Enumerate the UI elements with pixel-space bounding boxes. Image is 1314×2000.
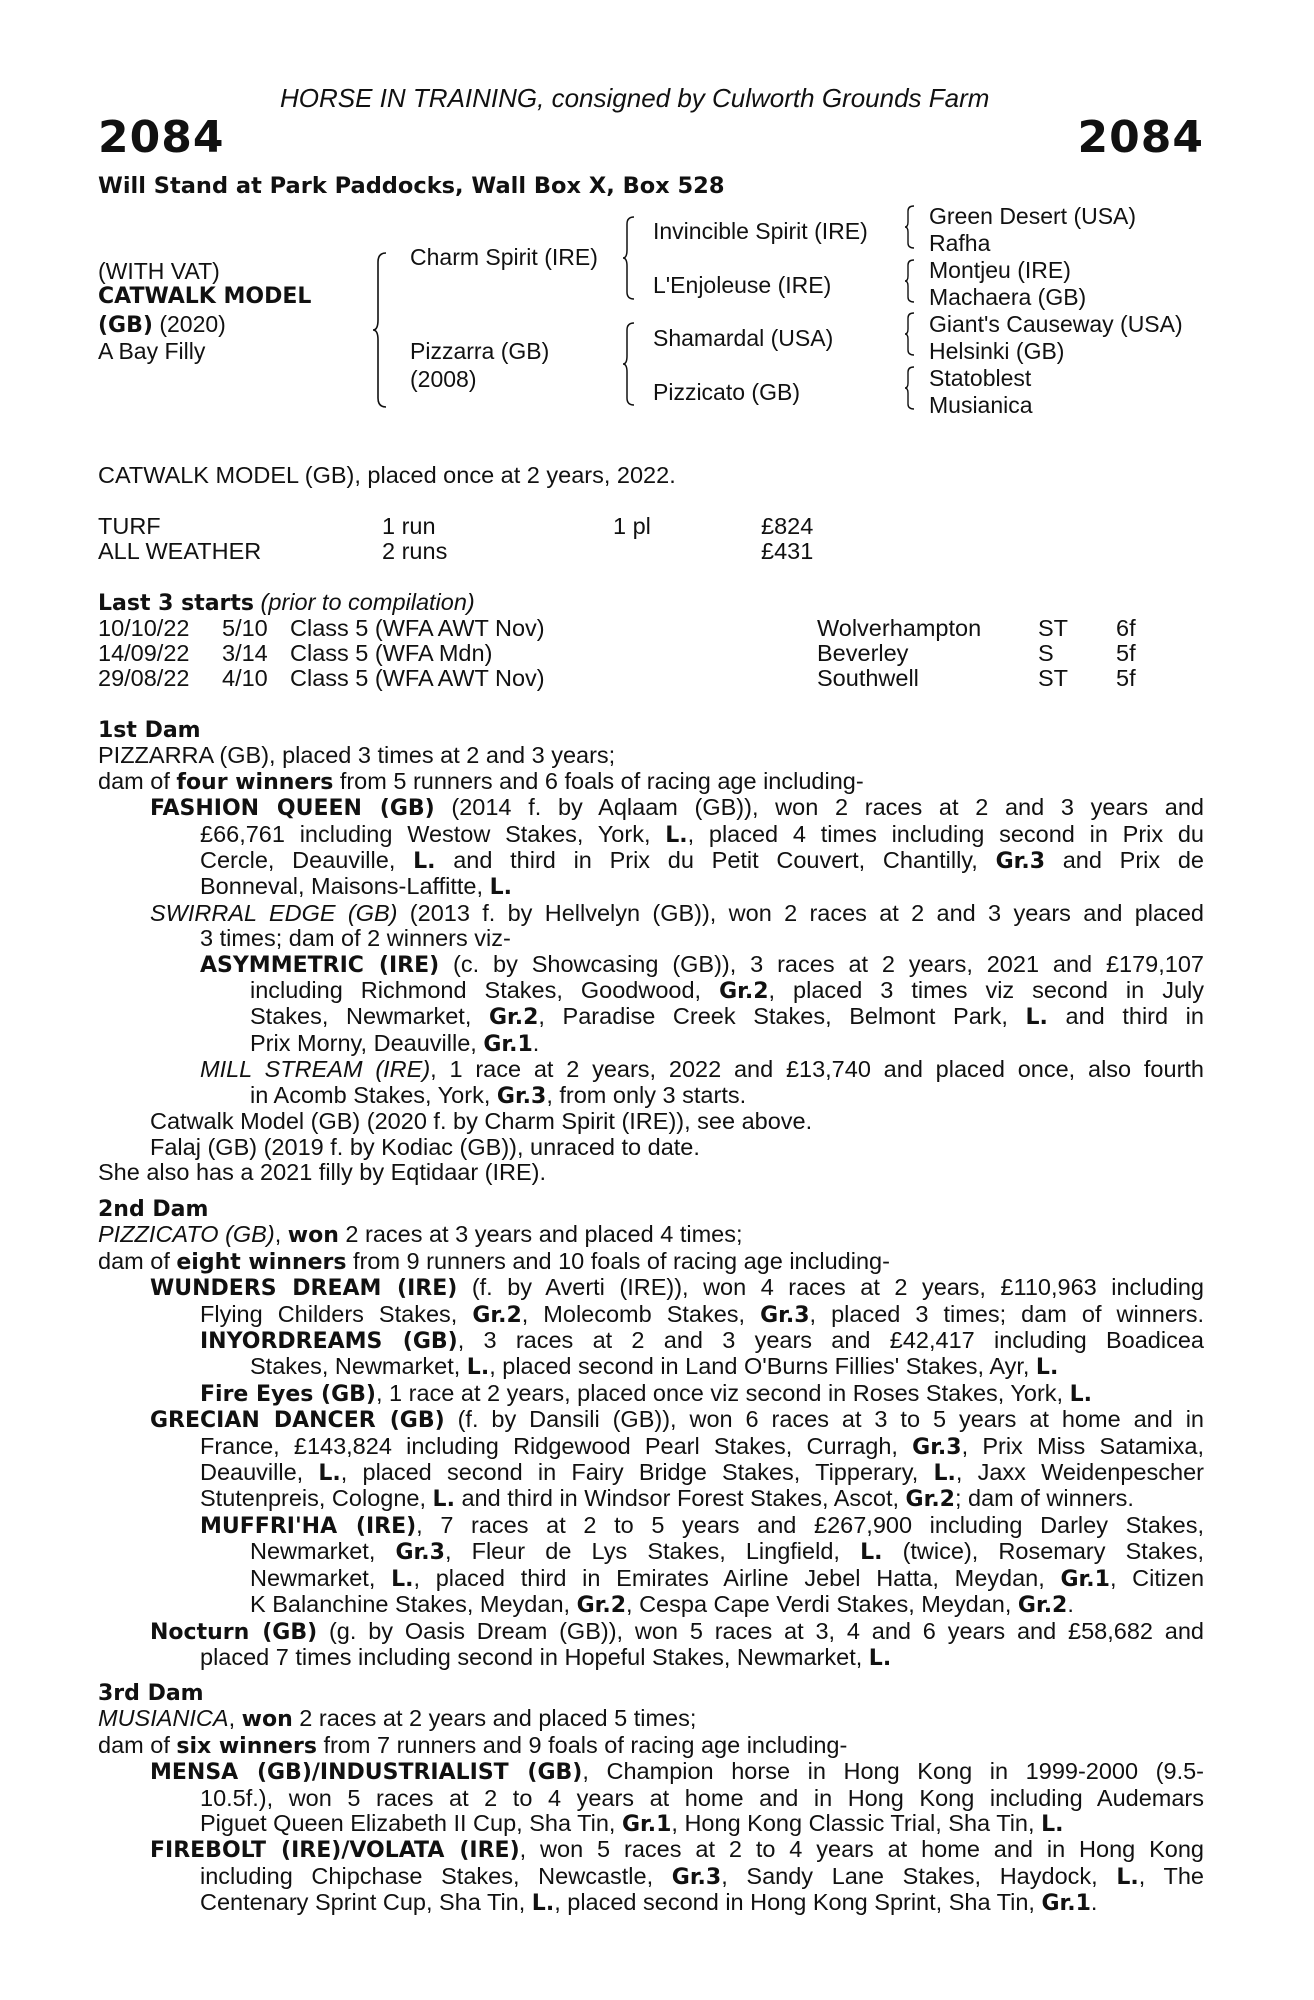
progeny-name: INYORDREAMS (GB) bbox=[200, 1329, 458, 1355]
first-dam-section bbox=[98, 717, 1204, 1185]
dam-year: (2008) bbox=[410, 366, 477, 392]
progeny-entry: MILL STREAM (IRE), 1 race at 2 years, 2022 and £13,740 and placed once, also fourth bbox=[200, 1056, 1204, 1083]
sale-subtitle: HORSE IN TRAINING, consigned by Culworth Grounds Farm bbox=[280, 83, 990, 113]
dam-line: PIZZARRA (GB), placed 3 times at 2 and 3 years; bbox=[98, 742, 616, 769]
dam-line: dam of six winners from 7 runners and 9 foals of racing age including- bbox=[98, 1731, 848, 1759]
progeny-line: Cercle, Deauville, L. and third in Prix du Petit Couvert, Chantilly, Gr.3 and Prix de bbox=[200, 847, 1204, 875]
progeny-name: GRECIAN DANCER (GB) bbox=[150, 1408, 445, 1434]
start-course: Southwell bbox=[817, 665, 919, 691]
g3-sdd: Machaera (GB) bbox=[929, 284, 1087, 310]
dam-sire: Shamardal (USA) bbox=[653, 325, 834, 351]
dam-line: MUSIANICA, won 2 races at 2 years and placed 5 times; bbox=[98, 1705, 697, 1733]
start-date: 29/08/22 bbox=[98, 665, 190, 691]
progeny-name: SWIRRAL EDGE (GB) bbox=[150, 899, 398, 926]
dam-line: PIZZICATO (GB), won 2 races at 3 years and placed 4 times; bbox=[98, 1221, 743, 1249]
progeny-entry: INYORDREAMS (GB), 3 races at 2 and 3 years and £42,417 including Boadicea bbox=[200, 1327, 1204, 1355]
pedigree-brace-sire bbox=[622, 216, 636, 300]
progeny-name: MUFFRI'HA (IRE) bbox=[200, 1513, 417, 1539]
vat-label: (WITH VAT) bbox=[98, 258, 220, 284]
progeny-line: including Richmond Stakes, Goodwood, Gr.2, placed 3 times viz second in July bbox=[250, 977, 1204, 1005]
progeny-entry: Catwalk Model (GB) (2020 f. by Charm Spirit (IRE)), see above. bbox=[150, 1108, 813, 1135]
dam-line: She also has a 2021 filly by Eqtidaar (IRE). bbox=[98, 1158, 547, 1185]
start-going: S bbox=[1038, 640, 1054, 666]
progeny-line: 3 times; dam of 2 winners viz- bbox=[200, 925, 511, 952]
start-distance: 5f bbox=[1116, 665, 1136, 691]
sire-sire: Invincible Spirit (IRE) bbox=[653, 218, 868, 244]
progeny-entry: FIREBOLT (IRE)/VOLATA (IRE), won 5 races at 2 to 4 years at home and in Hong Kong bbox=[150, 1836, 1204, 1864]
pedigree-brace-g3-3 bbox=[904, 312, 916, 356]
horse-country: (GB) bbox=[98, 313, 153, 338]
record-placed: 1 pl bbox=[613, 513, 651, 539]
progeny-line: £66,761 including Westow Stakes, York, L., placed 4 times including second in Prix du bbox=[200, 820, 1204, 848]
start-going: ST bbox=[1038, 615, 1069, 641]
progeny-line: France, £143,824 including Ridgewood Pearl Stakes, Curragh, Gr.3, Prix Miss Satamixa, bbox=[200, 1432, 1205, 1460]
progeny-entry: SWIRRAL EDGE (GB) (2013 f. by Hellvelyn (GB)), won 2 races at 2 and 3 years and placed bbox=[150, 899, 1204, 926]
g3-dds: Statoblest bbox=[929, 365, 1032, 391]
horse-year: (2020) bbox=[152, 311, 226, 337]
lot-number-left: 2084 bbox=[98, 112, 225, 163]
progeny-line: K Balanchine Stakes, Meydan, Gr.2, Cespa Cape Verdi Stakes, Meydan, Gr.2. bbox=[250, 1591, 1074, 1619]
start-date: 10/10/22 bbox=[98, 615, 190, 641]
progeny-name: ASYMMETRIC (IRE) bbox=[200, 952, 440, 978]
progeny-line: Stutenpreis, Cologne, L. and third in Windsor Forest Stakes, Ascot, Gr.2; dam of winners. bbox=[200, 1485, 1134, 1513]
dam: Pizzarra (GB) bbox=[410, 338, 550, 364]
dam-line: dam of eight winners from 9 runners and 10 foals of racing age including- bbox=[98, 1247, 890, 1275]
record-earnings: £824 bbox=[761, 513, 814, 539]
pedigree-brace-g3-4 bbox=[904, 366, 916, 410]
dam-dam: Pizzicato (GB) bbox=[653, 379, 800, 405]
progeny-line: Bonneval, Maisons-Laffitte, L. bbox=[200, 873, 512, 901]
second-dam-section bbox=[98, 1196, 1204, 1671]
progeny-name: Fire Eyes (GB) bbox=[200, 1381, 376, 1407]
progeny-entry: Nocturn (GB) (g. by Oasis Dream (GB)), won 5 races at 3, 4 and 6 years and £58,682 and bbox=[150, 1617, 1204, 1645]
start-distance: 6f bbox=[1116, 615, 1136, 641]
pedigree-brace-g3-1 bbox=[904, 205, 916, 249]
g3-sss: Green Desert (USA) bbox=[929, 203, 1137, 229]
progeny-name: Nocturn (GB) bbox=[150, 1619, 318, 1645]
progeny-name: FIREBOLT (IRE)/VOLATA (IRE) bbox=[150, 1838, 520, 1864]
section-heading: 2nd Dam bbox=[98, 1197, 209, 1222]
record-earnings: £431 bbox=[761, 538, 814, 564]
progeny-entry: Falaj (GB) (2019 f. by Kodiac (GB)), unraced to date. bbox=[150, 1133, 700, 1160]
horse-name: CATWALK MODEL bbox=[98, 284, 312, 309]
progeny-line: Prix Morny, Deauville, Gr.1. bbox=[250, 1029, 540, 1057]
progeny-line: Newmarket, L., placed third in Emirates Airline Jebel Hatta, Meydan, Gr.1, Citizen bbox=[250, 1564, 1205, 1592]
start-position: 4/10 bbox=[222, 665, 268, 691]
lot-number-right: 2084 bbox=[1077, 112, 1204, 163]
progeny-entry: Fire Eyes (GB), 1 race at 2 years, placed once viz second in Roses Stakes, York, L. bbox=[200, 1379, 1093, 1407]
progeny-entry: WUNDERS DREAM (IRE) (f. by Averti (IRE)), won 4 races at 2 years, £110,963 including bbox=[150, 1274, 1204, 1302]
pedigree-brace-main bbox=[372, 252, 388, 408]
progeny-line: Piguet Queen Elizabeth II Cup, Sha Tin, Gr.1, Hong Kong Classic Trial, Sha Tin, L. bbox=[200, 1810, 1064, 1838]
record-surface: TURF bbox=[98, 513, 161, 539]
progeny-line: in Acomb Stakes, York, Gr.3, from only 3 starts. bbox=[250, 1081, 747, 1109]
record-surface: ALL WEATHER bbox=[98, 538, 262, 564]
start-course: Beverley bbox=[817, 640, 909, 666]
progeny-entry: GRECIAN DANCER (GB) (f. by Dansili (GB)), won 6 races at 3 to 5 years at home and in bbox=[150, 1406, 1204, 1434]
start-race: Class 5 (WFA AWT Nov) bbox=[290, 665, 545, 691]
sire: Charm Spirit (IRE) bbox=[410, 244, 598, 270]
g3-sds: Montjeu (IRE) bbox=[929, 257, 1071, 283]
start-race: Class 5 (WFA AWT Nov) bbox=[290, 615, 545, 641]
progeny-entry: FASHION QUEEN (GB) (2014 f. by Aqlaam (GB)), won 2 races at 2 and 3 years and bbox=[150, 794, 1204, 822]
section-heading: 3rd Dam bbox=[98, 1681, 204, 1706]
g3-ddd: Musianica bbox=[929, 392, 1033, 418]
start-race: Class 5 (WFA Mdn) bbox=[290, 640, 493, 666]
dam-line: dam of four winners from 5 runners and 6 foals of racing age including- bbox=[98, 767, 864, 795]
progeny-line: Flying Childers Stakes, Gr.2, Molecomb Stakes, Gr.3, placed 3 times; dam of winners. bbox=[200, 1300, 1204, 1328]
progeny-entry: ASYMMETRIC (IRE) (c. by Showcasing (GB)), 3 races at 2 years, 2021 and £179,107 bbox=[200, 950, 1204, 978]
g3-ssd: Rafha bbox=[929, 230, 991, 256]
stand-location: Will Stand at Park Paddocks, Wall Box X, Box 528 bbox=[98, 173, 725, 199]
start-course: Wolverhampton bbox=[817, 615, 982, 641]
g3-dsd: Helsinki (GB) bbox=[929, 338, 1065, 364]
last-starts-title: Last 3 starts bbox=[98, 591, 255, 616]
horse-description: A Bay Filly bbox=[98, 338, 206, 364]
progeny-line: placed 7 times including second in Hopeful Stakes, Newmarket, L. bbox=[200, 1643, 892, 1671]
race-summary: CATWALK MODEL (GB), placed once at 2 years, 2022. bbox=[98, 462, 676, 488]
progeny-entry: MUFFRI'HA (IRE), 7 races at 2 to 5 years and £267,900 including Darley Stakes, bbox=[200, 1511, 1204, 1539]
progeny-entry: MENSA (GB)/INDUSTRIALIST (GB), Champion horse in Hong Kong in 1999-2000 (9.5- bbox=[150, 1758, 1204, 1786]
progeny-line: Stakes, Newmarket, Gr.2, Paradise Creek Stakes, Belmont Park, L. and third in bbox=[250, 1003, 1204, 1031]
progeny-line: Stakes, Newmarket, L., placed second in Land O'Burns Fillies' Stakes, Ayr, L. bbox=[250, 1353, 1059, 1381]
last-starts-note: (prior to compilation) bbox=[254, 589, 475, 615]
progeny-name: MILL STREAM (IRE) bbox=[200, 1056, 431, 1083]
progeny-line: including Chipchase Stakes, Newcastle, Gr.3, Sandy Lane Stakes, Haydock, L., The bbox=[200, 1862, 1205, 1890]
progeny-line: 10.5f.), won 5 races at 2 to 4 years at home and in Hong Kong including Audemars bbox=[200, 1784, 1204, 1811]
progeny-name: WUNDERS DREAM (IRE) bbox=[150, 1276, 458, 1302]
progeny-line: Newmarket, Gr.3, Fleur de Lys Stakes, Lingfield, L. (twice), Rosemary Stakes, bbox=[250, 1538, 1205, 1566]
progeny-line: Centenary Sprint Cup, Sha Tin, L., placed second in Hong Kong Sprint, Sha Tin, Gr.1. bbox=[200, 1889, 1098, 1917]
section-heading: 1st Dam bbox=[98, 718, 201, 743]
progeny-name: MENSA (GB)/INDUSTRIALIST (GB) bbox=[150, 1760, 583, 1786]
progeny-name: FASHION QUEEN (GB) bbox=[150, 796, 435, 822]
start-distance: 5f bbox=[1116, 640, 1136, 666]
record-runs: 2 runs bbox=[382, 538, 448, 564]
record-runs: 1 run bbox=[382, 513, 436, 539]
start-going: ST bbox=[1038, 665, 1069, 691]
sire-dam: L'Enjoleuse (IRE) bbox=[653, 272, 832, 298]
start-position: 5/10 bbox=[222, 615, 268, 641]
start-position: 3/14 bbox=[222, 640, 268, 666]
pedigree-brace-g3-2 bbox=[904, 259, 916, 303]
horse-name-line2 bbox=[98, 311, 226, 339]
progeny-line: Deauville, L., placed second in Fairy Bridge Stakes, Tipperary, L., Jaxx Weidenpescher bbox=[200, 1459, 1204, 1487]
third-dam-section bbox=[98, 1680, 1204, 1917]
start-date: 14/09/22 bbox=[98, 640, 190, 666]
pedigree-brace-dam bbox=[622, 322, 636, 406]
last-starts-heading bbox=[98, 590, 475, 616]
g3-dss: Giant's Causeway (USA) bbox=[929, 311, 1183, 337]
